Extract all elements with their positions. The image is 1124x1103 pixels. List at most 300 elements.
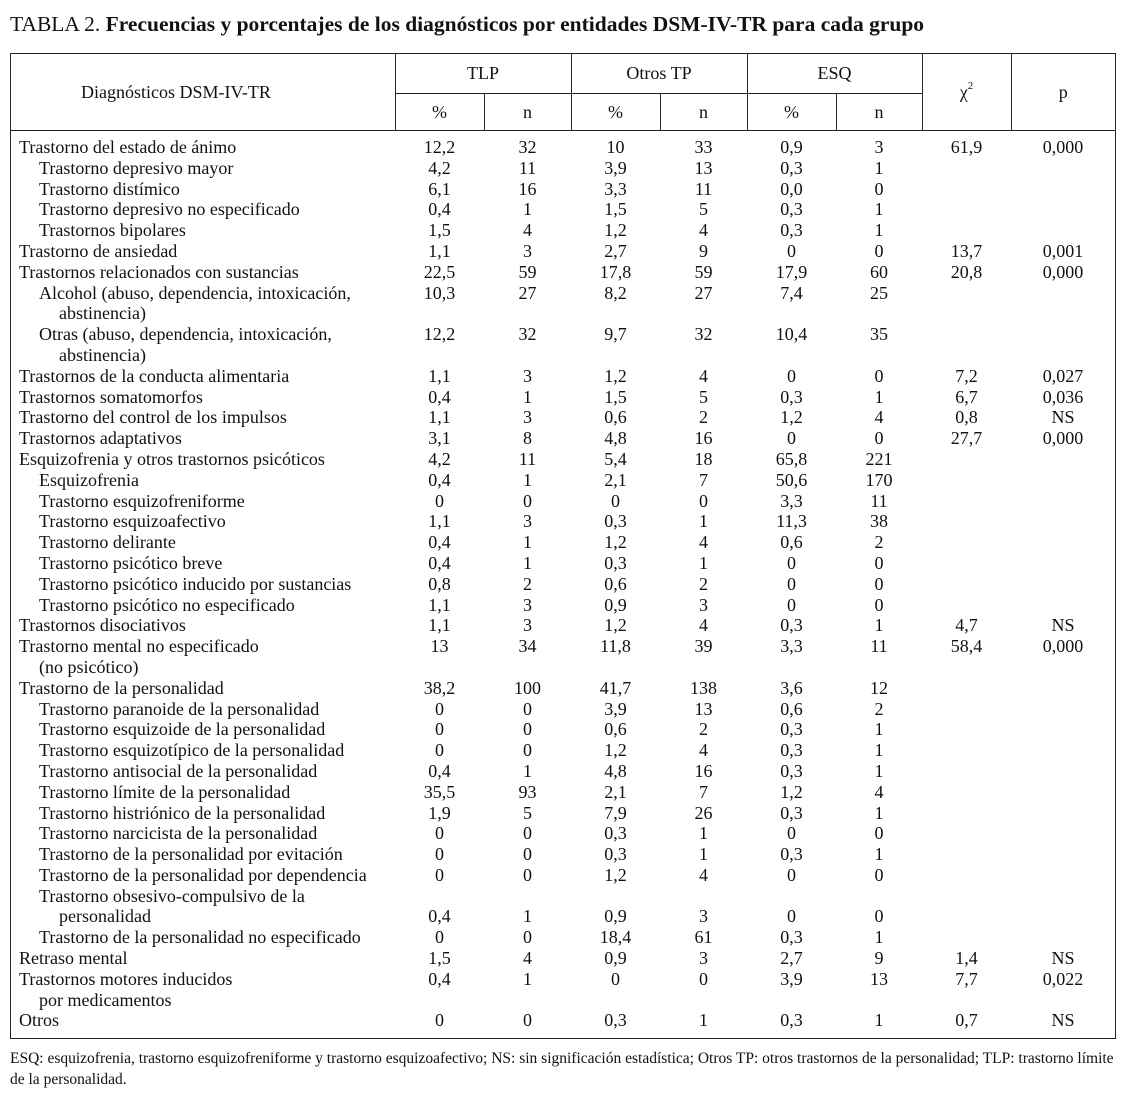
header-p-value: p xyxy=(1011,54,1115,131)
cell-p-value: 0,000 xyxy=(1042,261,1084,282)
cell-esq-percent: 10,4 xyxy=(775,324,808,345)
cell-otros-tp-percent: 1,2 xyxy=(604,615,627,636)
cell-p-value: 0,000 xyxy=(1042,428,1084,449)
row-label xyxy=(11,948,395,969)
cell-tlp-n: 32 xyxy=(518,324,537,345)
cell-p-value xyxy=(1011,511,1115,532)
cell-tlp-n: 4 xyxy=(523,220,532,241)
row-label-text: Trastorno mental no especificado xyxy=(19,636,259,657)
cell-tlp-n: 0 xyxy=(523,864,532,885)
cell-esq-percent: 1,2 xyxy=(780,407,803,428)
cell-p-value: 0,001 xyxy=(1042,240,1084,261)
cell-otros-tp-n: 32 xyxy=(694,324,713,345)
cell-esq-percent: 3,9 xyxy=(780,968,803,989)
cell-otros-tp-n: 39 xyxy=(694,636,713,657)
cell-tlp-percent: 0,4 xyxy=(428,199,451,220)
cell-esq-n: 11 xyxy=(870,490,888,511)
row-label-text: Trastorno esquizoafectivo xyxy=(39,511,226,532)
cell-otros-tp-percent: 0,3 xyxy=(604,844,627,865)
cell-esq-percent: 0,3 xyxy=(780,740,803,761)
cell-tlp-n: 3 xyxy=(523,407,532,428)
row-label-text: Trastornos relacionados con sustancias xyxy=(19,261,299,282)
cell-otros-tp-n: 9 xyxy=(699,240,709,261)
cell-esq-n: 11 xyxy=(870,636,888,657)
header-tlp-n: n xyxy=(484,94,571,131)
cell-otros-tp-n: 16 xyxy=(694,760,713,781)
table-row xyxy=(11,158,1115,179)
cell-otros-tp-percent: 1,2 xyxy=(604,365,627,386)
cell-chi-square: 58,4 xyxy=(950,636,983,657)
cell-tlp-percent: 0 xyxy=(435,823,444,844)
cell-otros-tp-percent: 3,9 xyxy=(604,157,627,178)
cell-esq-n: 38 xyxy=(870,511,889,532)
table-row xyxy=(11,131,1115,158)
cell-esq-percent: 0,0 xyxy=(780,178,803,199)
cell-esq-n: 9 xyxy=(874,948,884,969)
cell-esq-percent: 3,3 xyxy=(780,636,803,657)
cell-p-value xyxy=(1011,158,1115,179)
cell-tlp-percent: 6,1 xyxy=(428,178,451,199)
row-label-text: Trastornos adaptativos xyxy=(19,428,182,449)
cell-esq-n: 13 xyxy=(870,968,889,989)
cell-esq-percent: 0 xyxy=(787,428,797,449)
cell-esq-n: 221 xyxy=(865,448,893,469)
cell-tlp-n: 59 xyxy=(518,261,537,282)
table-row xyxy=(11,844,1115,865)
cell-chi-square xyxy=(922,740,1011,761)
row-label-text: Trastorno psicótico inducido por sustancias xyxy=(39,573,352,594)
cell-esq-n: 0 xyxy=(874,428,884,449)
cell-tlp-n: 3 xyxy=(523,594,532,615)
cell-p-value xyxy=(1011,782,1115,803)
row-label xyxy=(11,886,395,928)
caption-title: Frecuencias y porcentajes de los diagnósticos por entidades DSM-IV-TR para cada grupo xyxy=(105,12,925,36)
row-label-text: Otras (abuso, dependencia, intoxicación, xyxy=(39,324,332,345)
table-row xyxy=(11,740,1115,761)
cell-chi-square: 13,7 xyxy=(950,240,983,261)
cell-p-value: NS xyxy=(1051,615,1075,636)
row-label-text: Trastorno depresivo no especificado xyxy=(39,199,300,220)
row-label xyxy=(11,803,395,824)
row-label-text: Trastornos somatomorfos xyxy=(19,386,203,407)
cell-tlp-n: 32 xyxy=(518,137,537,157)
cell-tlp-percent: 0 xyxy=(435,844,444,865)
table-row xyxy=(11,324,1115,366)
cell-esq-n: 1 xyxy=(874,157,884,178)
row-label-text: Trastorno de la personalidad xyxy=(19,677,224,698)
table-row xyxy=(11,449,1115,470)
cell-otros-tp-percent: 18,4 xyxy=(599,927,632,948)
cell-esq-n: 1 xyxy=(874,802,884,823)
cell-p-value xyxy=(1011,574,1115,595)
header-chi-square xyxy=(922,54,1011,131)
cell-esq-n: 60 xyxy=(870,261,889,282)
cell-chi-square xyxy=(922,886,1011,928)
cell-chi-square xyxy=(922,532,1011,553)
cell-p-value xyxy=(1011,865,1115,886)
cell-esq-percent: 0 xyxy=(787,864,797,885)
row-label xyxy=(11,678,395,699)
row-label xyxy=(11,511,395,532)
cell-chi-square xyxy=(922,179,1011,200)
cell-p-value xyxy=(1011,740,1115,761)
cell-otros-tp-percent: 0,3 xyxy=(604,511,627,532)
table-row xyxy=(11,948,1115,969)
cell-otros-tp-n: 18 xyxy=(694,448,713,469)
cell-otros-tp-percent: 0 xyxy=(611,490,621,511)
cell-tlp-n: 5 xyxy=(523,802,532,823)
cell-chi-square: 4,7 xyxy=(955,615,978,636)
cell-tlp-n: 0 xyxy=(523,490,532,511)
cell-tlp-percent: 1,1 xyxy=(428,511,451,532)
table-row xyxy=(11,179,1115,200)
row-label-continuation: personalidad xyxy=(59,906,151,927)
cell-tlp-n: 93 xyxy=(518,781,537,802)
cell-otros-tp-percent: 11,8 xyxy=(600,636,631,657)
cell-otros-tp-n: 4 xyxy=(699,615,709,636)
cell-otros-tp-percent: 1,5 xyxy=(604,386,627,407)
cell-otros-tp-percent: 0,9 xyxy=(604,594,627,615)
cell-otros-tp-percent: 2,1 xyxy=(604,469,627,490)
table-row xyxy=(11,761,1115,782)
row-label xyxy=(11,220,395,241)
cell-tlp-percent: 1,5 xyxy=(428,948,451,969)
cell-tlp-n: 0 xyxy=(523,698,532,719)
cell-otros-tp-percent: 1,2 xyxy=(604,532,627,553)
cell-otros-tp-n: 3 xyxy=(699,906,709,927)
cell-esq-percent: 0,3 xyxy=(780,1010,803,1031)
cell-otros-tp-n: 2 xyxy=(699,573,709,594)
cell-p-value xyxy=(1011,470,1115,491)
row-label-text: Trastorno esquizoide de la personalidad xyxy=(39,719,326,740)
row-label xyxy=(11,158,395,179)
cell-tlp-n: 16 xyxy=(518,178,537,199)
cell-tlp-percent: 0 xyxy=(435,1010,444,1031)
cell-tlp-n: 0 xyxy=(523,719,532,740)
header-diagnosis: Diagnósticos DSM-IV-TR xyxy=(11,54,395,131)
cell-chi-square xyxy=(922,927,1011,948)
cell-otros-tp-percent: 0 xyxy=(611,968,621,989)
cell-chi-square xyxy=(922,220,1011,241)
cell-otros-tp-n: 2 xyxy=(699,719,709,740)
cell-esq-n: 1 xyxy=(874,386,884,407)
row-label-text: Trastorno obsesivo-compulsivo de la xyxy=(39,885,305,906)
cell-p-value xyxy=(1011,199,1115,220)
row-label-text: Trastorno del control de los impulsos xyxy=(19,407,287,428)
row-label xyxy=(11,969,395,1011)
cell-tlp-n: 3 xyxy=(523,511,532,532)
cell-otros-tp-n: 26 xyxy=(694,802,713,823)
cell-otros-tp-percent: 0,6 xyxy=(604,573,627,594)
header-group-otros-tp: Otros TP xyxy=(571,54,747,94)
cell-chi-square xyxy=(922,761,1011,782)
row-label-text: Trastorno narcicista de la personalidad xyxy=(39,823,318,844)
cell-otros-tp-percent: 8,2 xyxy=(604,282,627,303)
cell-otros-tp-n: 16 xyxy=(694,428,713,449)
cell-chi-square xyxy=(922,574,1011,595)
cell-tlp-percent: 22,5 xyxy=(423,261,456,282)
row-label-text: Trastorno depresivo mayor xyxy=(39,157,234,178)
cell-chi-square xyxy=(922,491,1011,512)
cell-esq-n: 0 xyxy=(874,240,884,261)
cell-chi-square: 1,4 xyxy=(955,948,978,969)
cell-p-value: 0,000 xyxy=(1042,137,1084,157)
diagnosis-table xyxy=(11,54,1115,1031)
cell-otros-tp-n: 7 xyxy=(699,469,709,490)
row-label xyxy=(11,262,395,283)
cell-tlp-percent: 0 xyxy=(435,864,444,885)
table-row xyxy=(11,574,1115,595)
cell-chi-square xyxy=(922,283,1011,325)
cell-otros-tp-percent: 1,2 xyxy=(604,740,627,761)
cell-tlp-percent: 10,3 xyxy=(423,282,456,303)
table-row xyxy=(11,699,1115,720)
cell-tlp-percent: 0 xyxy=(435,719,444,740)
cell-esq-n: 1 xyxy=(874,740,884,761)
cell-esq-n: 1 xyxy=(874,719,884,740)
row-label-text: Trastorno de la personalidad por evitación xyxy=(39,844,343,865)
cell-tlp-n: 1 xyxy=(523,968,532,989)
row-label-text: Trastorno paranoide de la personalidad xyxy=(39,698,320,719)
row-label-text: Esquizofrenia y otros trastornos psicóticos xyxy=(19,448,325,469)
cell-chi-square xyxy=(922,158,1011,179)
cell-otros-tp-percent: 1,2 xyxy=(604,220,627,241)
row-label xyxy=(11,1010,395,1031)
table-row xyxy=(11,407,1115,428)
row-label-text: Trastorno de la personalidad por dependencia xyxy=(39,864,367,885)
row-label xyxy=(11,636,395,678)
table-row xyxy=(11,491,1115,512)
cell-tlp-n: 11 xyxy=(518,157,537,178)
cell-esq-n: 12 xyxy=(870,677,889,698)
cell-chi-square: 0,8 xyxy=(955,407,978,428)
table-row xyxy=(11,220,1115,241)
cell-chi-square xyxy=(922,699,1011,720)
cell-esq-percent: 11,3 xyxy=(776,511,807,532)
cell-chi-square xyxy=(922,782,1011,803)
row-label-continuation: abstinencia) xyxy=(59,303,146,324)
cell-tlp-percent: 4,2 xyxy=(428,448,451,469)
row-label-text: Retraso mental xyxy=(19,948,128,969)
row-label xyxy=(11,470,395,491)
cell-chi-square: 7,2 xyxy=(955,365,978,386)
table-row xyxy=(11,428,1115,449)
cell-tlp-n: 0 xyxy=(523,844,532,865)
row-label xyxy=(11,532,395,553)
cell-p-value xyxy=(1011,324,1115,366)
cell-esq-percent: 0,3 xyxy=(780,157,803,178)
cell-tlp-percent: 0,4 xyxy=(428,469,451,490)
cell-esq-percent: 2,7 xyxy=(780,948,803,969)
cell-otros-tp-percent: 10 xyxy=(606,137,625,157)
cell-p-value xyxy=(1011,449,1115,470)
cell-tlp-n: 3 xyxy=(523,615,532,636)
cell-otros-tp-n: 1 xyxy=(699,844,709,865)
cell-esq-percent: 65,8 xyxy=(775,448,808,469)
cell-tlp-percent: 0 xyxy=(435,740,444,761)
row-label xyxy=(11,865,395,886)
row-label-text: Trastorno de la personalidad no especificado xyxy=(39,927,361,948)
cell-otros-tp-n: 4 xyxy=(699,864,709,885)
cell-esq-percent: 0 xyxy=(787,823,797,844)
cell-esq-percent: 0 xyxy=(787,594,797,615)
cell-esq-n: 1 xyxy=(874,927,884,948)
cell-esq-percent: 0,3 xyxy=(780,199,803,220)
row-label-text: Trastorno de ansiedad xyxy=(19,240,178,261)
cell-chi-square: 20,8 xyxy=(950,261,983,282)
cell-tlp-n: 2 xyxy=(523,573,532,594)
cell-tlp-percent: 12,2 xyxy=(423,324,456,345)
cell-tlp-n: 1 xyxy=(523,199,532,220)
row-label xyxy=(11,199,395,220)
cell-p-value: 0,022 xyxy=(1042,968,1084,989)
cell-chi-square xyxy=(922,844,1011,865)
table-row xyxy=(11,782,1115,803)
table-row xyxy=(11,241,1115,262)
cell-p-value xyxy=(1011,283,1115,325)
cell-esq-percent: 0 xyxy=(787,573,797,594)
cell-otros-tp-n: 1 xyxy=(699,511,709,532)
table-row xyxy=(11,387,1115,408)
cell-esq-percent: 0 xyxy=(787,365,797,386)
cell-tlp-percent: 0,4 xyxy=(428,968,451,989)
row-label xyxy=(11,491,395,512)
cell-chi-square: 0,7 xyxy=(955,1010,978,1031)
cell-esq-n: 1 xyxy=(874,615,884,636)
cell-chi-square xyxy=(922,511,1011,532)
table-row xyxy=(11,636,1115,678)
cell-p-value xyxy=(1011,761,1115,782)
row-label xyxy=(11,782,395,803)
cell-otros-tp-n: 4 xyxy=(699,220,709,241)
row-label xyxy=(11,387,395,408)
cell-esq-percent: 50,6 xyxy=(775,469,808,490)
row-label-continuation: abstinencia) xyxy=(59,344,146,365)
cell-otros-tp-percent: 17,8 xyxy=(599,261,632,282)
cell-tlp-percent: 1,5 xyxy=(428,220,451,241)
row-label xyxy=(11,740,395,761)
header-group-esq: ESQ xyxy=(747,54,922,94)
cell-esq-percent: 3,3 xyxy=(780,490,803,511)
row-label-text: Trastorno antisocial de la personalidad xyxy=(39,760,318,781)
cell-tlp-percent: 0,4 xyxy=(428,906,451,927)
cell-esq-percent: 0,3 xyxy=(780,615,803,636)
row-label-text: Trastorno distímico xyxy=(39,178,180,199)
row-label-text: Trastornos de la conducta alimentaria xyxy=(19,365,290,386)
cell-tlp-percent: 1,9 xyxy=(428,802,451,823)
cell-otros-tp-percent: 4,8 xyxy=(604,428,627,449)
cell-tlp-n: 0 xyxy=(523,740,532,761)
cell-esq-n: 1 xyxy=(874,1010,884,1031)
cell-esq-n: 170 xyxy=(865,469,893,490)
cell-esq-percent: 0 xyxy=(787,552,797,573)
cell-tlp-percent: 12,2 xyxy=(423,137,456,157)
cell-p-value: NS xyxy=(1051,407,1075,428)
header-otros-tp-n: n xyxy=(660,94,747,131)
cell-otros-tp-percent: 9,7 xyxy=(604,324,627,345)
cell-chi-square: 7,7 xyxy=(955,968,978,989)
row-label xyxy=(11,615,395,636)
table-footnote: ESQ: esquizofrenia, trastorno esquizofreniforme y trastorno esquizoafectivo; NS: sin significación estadística; Otros TP: otros trastornos de la personalidad; TLP: trastorno límite de la personalidad. xyxy=(10,1050,1114,1088)
cell-esq-percent: 3,6 xyxy=(780,677,803,698)
cell-tlp-n: 34 xyxy=(518,636,537,657)
cell-chi-square xyxy=(922,719,1011,740)
cell-p-value xyxy=(1011,699,1115,720)
row-label-text: Trastorno delirante xyxy=(39,532,176,553)
table-row xyxy=(11,719,1115,740)
table-body xyxy=(11,131,1115,1032)
cell-otros-tp-n: 5 xyxy=(699,199,709,220)
cell-p-value xyxy=(1011,595,1115,616)
cell-esq-n: 1 xyxy=(874,760,884,781)
cell-esq-n: 1 xyxy=(874,199,884,220)
row-label-text: Trastorno del estado de ánimo xyxy=(19,137,237,157)
cell-esq-percent: 0,3 xyxy=(780,760,803,781)
cell-otros-tp-percent: 0,9 xyxy=(604,906,627,927)
row-label-text: Trastorno psicótico breve xyxy=(39,552,223,573)
cell-esq-percent: 0,3 xyxy=(780,927,803,948)
cell-otros-tp-percent: 5,4 xyxy=(604,448,627,469)
row-label xyxy=(11,449,395,470)
cell-otros-tp-n: 61 xyxy=(694,927,713,948)
cell-esq-percent: 0,9 xyxy=(780,137,803,157)
cell-tlp-percent: 0 xyxy=(435,698,444,719)
row-label xyxy=(11,761,395,782)
cell-tlp-percent: 4,2 xyxy=(428,157,451,178)
row-label xyxy=(11,131,395,158)
cell-otros-tp-n: 1 xyxy=(699,1010,709,1031)
cell-otros-tp-percent: 0,6 xyxy=(604,407,627,428)
cell-chi-square xyxy=(922,449,1011,470)
cell-tlp-percent: 13 xyxy=(430,636,449,657)
cell-p-value xyxy=(1011,678,1115,699)
cell-esq-percent: 7,4 xyxy=(780,282,803,303)
cell-otros-tp-percent: 0,9 xyxy=(604,948,627,969)
cell-otros-tp-n: 2 xyxy=(699,407,709,428)
cell-otros-tp-n: 3 xyxy=(699,594,709,615)
cell-otros-tp-n: 4 xyxy=(699,740,709,761)
cell-tlp-n: 100 xyxy=(514,677,541,698)
table-row xyxy=(11,283,1115,325)
cell-otros-tp-n: 5 xyxy=(699,386,709,407)
row-label xyxy=(11,699,395,720)
cell-tlp-percent: 0,4 xyxy=(428,386,451,407)
cell-otros-tp-percent: 0,3 xyxy=(604,823,627,844)
cell-chi-square xyxy=(922,595,1011,616)
cell-chi-square xyxy=(922,199,1011,220)
table-row xyxy=(11,366,1115,387)
cell-otros-tp-n: 11 xyxy=(694,178,713,199)
table-row xyxy=(11,262,1115,283)
cell-tlp-n: 1 xyxy=(523,386,532,407)
table-row xyxy=(11,199,1115,220)
row-label-text: Trastorno esquizotípico de la personalidad xyxy=(39,740,345,761)
cell-otros-tp-n: 7 xyxy=(699,781,709,802)
cell-otros-tp-n: 1 xyxy=(699,552,709,573)
row-label-text: Esquizofrenia xyxy=(39,469,139,490)
cell-esq-percent: 0,6 xyxy=(780,698,803,719)
cell-tlp-n: 1 xyxy=(523,532,532,553)
cell-tlp-percent: 1,1 xyxy=(428,365,451,386)
row-label xyxy=(11,595,395,616)
cell-p-value xyxy=(1011,719,1115,740)
cell-otros-tp-percent: 0,3 xyxy=(604,1010,627,1031)
cell-esq-percent: 0 xyxy=(787,906,797,927)
table-row xyxy=(11,803,1115,824)
cell-p-value xyxy=(1011,220,1115,241)
cell-esq-percent: 0 xyxy=(787,240,797,261)
table-row xyxy=(11,595,1115,616)
